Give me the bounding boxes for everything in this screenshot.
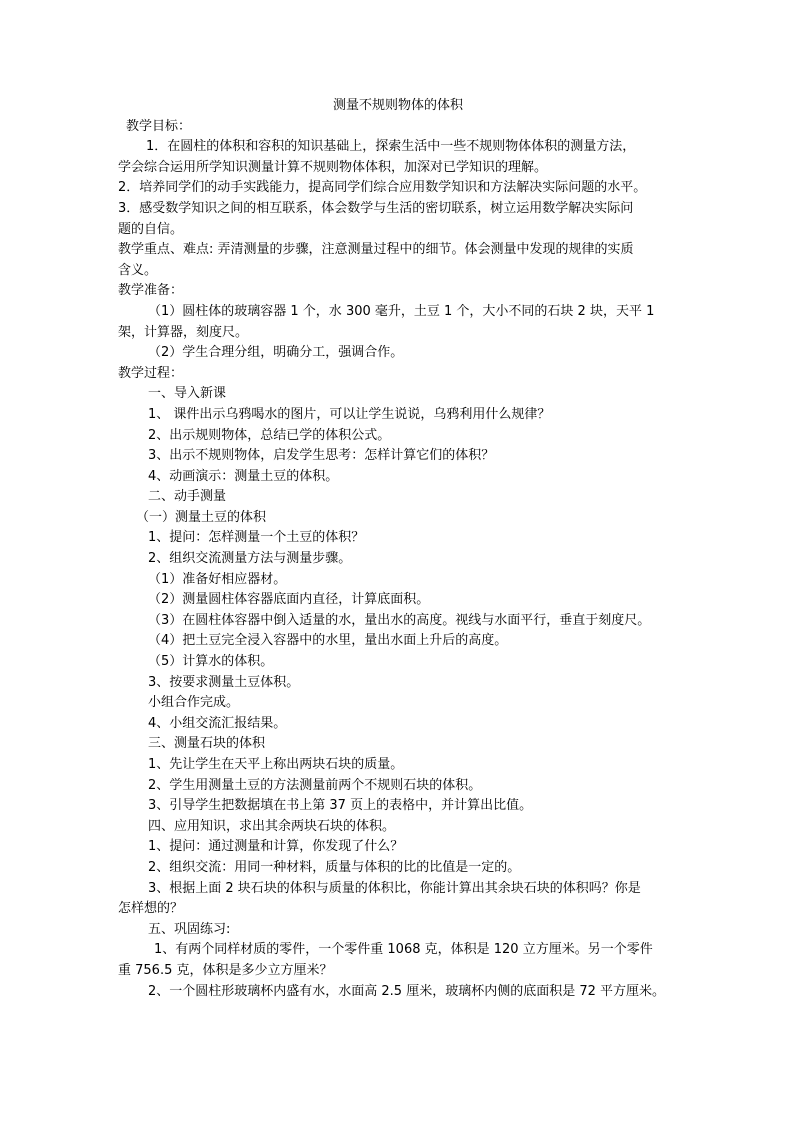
- potato-step-3: （3）在圆柱体容器中倒入适量的水，量出水的高度。视线与水面平行，垂直于刻度尺。: [148, 612, 651, 628]
- part-4-heading: 四、应用知识，求出其余两块石块的体积。: [148, 818, 396, 834]
- stone-item-2: 2、学生用测量土豆的方法测量前两个不规则石块的体积。: [148, 777, 482, 793]
- apply-item-3-line-1: 3、根据上面 2 块石块的体积与质量的体积比，你能计算出其余块石块的体积吗？你是: [148, 880, 641, 896]
- potato-group-note: 小组合作完成。: [148, 695, 240, 711]
- apply-item-1: 1、提问：通过测量和计算，你发现了什么？: [148, 839, 404, 855]
- stone-item-3: 3、引导学生把数据填在书上第 37 页上的表格中，并计算出比值。: [148, 798, 533, 814]
- part-1-item-4: 4、动画演示：测量土豆的体积。: [148, 468, 339, 484]
- subsection-potato-heading: （一）测量土豆的体积: [136, 509, 267, 525]
- part-1-item-1: 1、 课件出示乌鸦喝水的图片，可以让学生说说，乌鸦利用什么规律？: [148, 406, 551, 422]
- potato-item-1: 1、提问：怎样测量一个土豆的体积？: [148, 530, 365, 546]
- section-heading-teaching-goals: 教学目标：: [126, 118, 192, 134]
- potato-step-5: （5）计算水的体积。: [148, 654, 274, 670]
- part-5-heading: 五、巩固练习:: [148, 921, 231, 937]
- potato-item-3: 3、按要求测量土豆体积。: [148, 674, 300, 690]
- section-heading-process: 教学过程：: [118, 365, 184, 381]
- potato-step-4: （4）把土豆完全浸入容器中的水里，量出水面上升后的高度。: [148, 633, 508, 649]
- part-1-item-3: 3、出示不规则物体，启发学生思考：怎样计算它们的体积？: [148, 448, 495, 464]
- section-heading-preparation: 教学准备：: [118, 283, 184, 299]
- key-points-line-1: 教学重点、难点: 弄清测量的步骤，注意测量过程中的细节。体会测量中发现的规律的实质: [118, 242, 634, 258]
- part-1-heading: 一、导入新课: [148, 386, 227, 402]
- apply-item-2: 2、组织交流：用同一种材料，质量与体积的比的比值是一定的。: [148, 859, 521, 875]
- potato-step-2: （2）测量圆柱体容器底面内直径，计算底面积。: [148, 592, 430, 608]
- key-points-line-2: 含义。: [118, 262, 158, 278]
- preparation-2: （2）学生合理分组，明确分工，强调合作。: [148, 345, 404, 361]
- exercise-2-line-1: 2、一个圆柱形玻璃杯内盛有水，水面高 2.5 厘米，玻璃杯内侧的底面积是 72 平方厘米。: [148, 983, 666, 999]
- goal-3-line-2: 题的自信。: [118, 221, 184, 237]
- apply-item-3-line-2: 怎样想的？: [118, 901, 184, 917]
- exercise-1-line-2: 重 756.5 克，体积是多少立方厘米？: [118, 962, 333, 978]
- goal-2: 2．培养同学们的动手实践能力，提高同学们综合应用数学知识和方法解决实际问题的水平。: [118, 180, 647, 196]
- goal-1-line-2: 学会综合运用所学知识测量计算不规则物体体积，加深对已学知识的理解。: [118, 159, 548, 175]
- part-3-heading: 三、测量石块的体积: [148, 736, 266, 752]
- potato-step-1: （1）准备好相应器材。: [148, 571, 287, 587]
- potato-item-4: 4、小组交流汇报结果。: [148, 715, 287, 731]
- preparation-1-line-1: （1）圆柱体的玻璃容器 1 个，水 300 毫升，土豆 1 个，大小不同的石块 2 块，天平 1: [148, 303, 655, 319]
- part-1-item-2: 2、出示规则物体，总结已学的体积公式。: [148, 427, 391, 443]
- document-title: 测量不规则物体的体积: [332, 98, 463, 113]
- goal-3-line-1: 3．感受数学知识之间的相互联系，体会数学与生活的密切联系，树立运用数学解决实际问: [118, 200, 634, 216]
- potato-item-2: 2、组织交流测量方法与测量步骤。: [148, 551, 352, 567]
- goal-1-line-1: 1．在圆柱的体积和容积的知识基础上，探索生活中一些不规则物体体积的测量方法，: [146, 139, 636, 155]
- exercise-1-line-1: 1、有两个同样材质的零件，一个零件重 1068 克，体积是 120 立方厘米。另一个零件: [154, 942, 653, 958]
- stone-item-1: 1、先让学生在天平上称出两块石块的质量。: [148, 757, 404, 772]
- preparation-1-line-2: 架，计算器，刻度尺。: [118, 324, 249, 340]
- part-2-heading: 二、动手测量: [148, 489, 227, 505]
- document-page: [118, 96, 678, 1002]
